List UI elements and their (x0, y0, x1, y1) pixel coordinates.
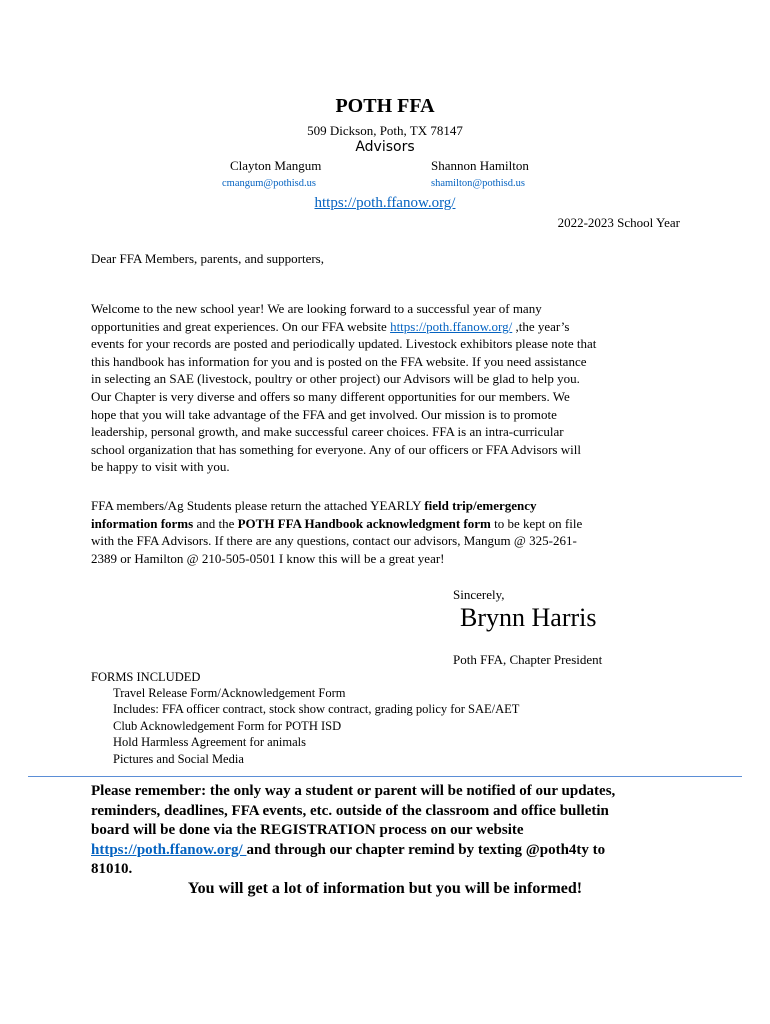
advisor-name-1: Clayton Mangum (230, 158, 322, 173)
form-list-item: Hold Harmless Agreement for animals (113, 735, 307, 749)
form-list-item: Club Acknowledgement Form for POTH ISD (113, 719, 342, 733)
paragraph-line (91, 497, 683, 515)
section-divider (28, 776, 742, 777)
signature: Brynn Harris (460, 603, 597, 632)
paragraph-line: with the FFA Advisors. If there are any questions, contact our advisors, Mangum @ 325-261- (91, 533, 577, 549)
form-list-item: Travel Release Form/Acknowledgement Form (113, 686, 346, 700)
reminder-line: board will be done via the REGISTRATION process on our website (91, 822, 524, 838)
welcome-paragraph (91, 300, 683, 476)
paragraph-text: and the (193, 515, 238, 531)
paragraph-line: school organization that has something for everyone. Any of our officers or FFA Advisors will (91, 441, 581, 457)
paragraph-bold-text: field trip/emergency (424, 498, 537, 513)
signer-title: Poth FFA, Chapter President (453, 652, 603, 667)
organization-name: POTH FFA (335, 95, 435, 117)
reminder-line: 81010. (91, 861, 133, 877)
paragraph-line: Our Chapter is very diverse and offers so many different opportunities for our members. We (91, 388, 570, 404)
paragraph-line: this handbook has information for you and is posted on the FFA website. If you need assistance (91, 353, 587, 369)
reminder-notice (91, 782, 691, 880)
closing-banner: You will get a lot of information but you will be informed! (187, 880, 583, 897)
paragraph-text: ,the year’s (512, 318, 570, 334)
form-list-item: Includes: FFA officer contract, stock show contract, grading policy for SAE/AET (113, 702, 520, 716)
website-link[interactable]: https://poth.ffanow.org/ (314, 195, 456, 211)
reminder-line: Please remember: the only way a student or parent will be notified of our updates, (91, 783, 616, 799)
forms-request-paragraph (91, 497, 683, 567)
organization-address: 509 Dickson, Poth, TX 78147 (307, 123, 463, 138)
paragraph-line (91, 515, 683, 533)
paragraph-line: events for your records are posted and periodically updated. Livestock exhibitors please note that (91, 336, 597, 352)
school-year: 2022-2023 School Year (557, 215, 680, 230)
paragraph-bold-text: POTH FFA Handbook acknowledgment form (237, 515, 491, 531)
paragraph-bold-text: information forms (91, 515, 194, 531)
website-link-container (0, 194, 770, 213)
advisors-heading: Advisors (355, 139, 415, 155)
advisor-name-2: Shannon Hamilton (431, 158, 529, 173)
paragraph-line: be happy to visit with you. (91, 459, 230, 475)
advisor-email-2[interactable]: shamilton@pothisd.us (431, 178, 525, 189)
paragraph-line: in selecting an SAE (livestock, poultry or other project) our Advisors will be glad to help you. (91, 371, 580, 387)
paragraph-line (91, 318, 683, 336)
form-list-item: Pictures and Social Media (113, 752, 244, 766)
paragraph-text: opportunities and great experiences. On our FFA website (91, 318, 391, 334)
letter-closing: Sincerely, (453, 587, 505, 602)
reminder-text: and through our chapter remind by texting @poth4ty to (246, 841, 606, 858)
paragraph-text: to be kept on file (490, 515, 583, 531)
letter-greeting: Dear FFA Members, parents, and supporters, (91, 251, 324, 266)
reminder-line: reminders, deadlines, FFA events, etc. outside of the classroom and office bulletin (91, 802, 609, 819)
forms-included-heading: FORMS INCLUDED (91, 670, 201, 684)
paragraph-line: Welcome to the new school year! We are looking forward to a successful year of many (91, 301, 542, 316)
inline-website-link[interactable]: https://poth.ffanow.org/ (390, 318, 513, 334)
paragraph-line: hope that you will take advantage of the FFA and get involved. Our mission is to promote (91, 406, 557, 422)
paragraph-line: 2389 or Hamilton @ 210-505-0501 I know this will be a great year! (91, 550, 445, 566)
advisor-email-1[interactable]: cmangum@pothisd.us (222, 178, 316, 189)
reminder-line (91, 841, 691, 861)
paragraph-text: FFA members/Ag Students please return the attached YEARLY (91, 498, 425, 513)
registration-website-link[interactable]: https://poth.ffanow.org/ (91, 841, 247, 858)
paragraph-line: leadership, personal growth, and make successful career choices. FFA is an intra-curricular (91, 424, 564, 440)
